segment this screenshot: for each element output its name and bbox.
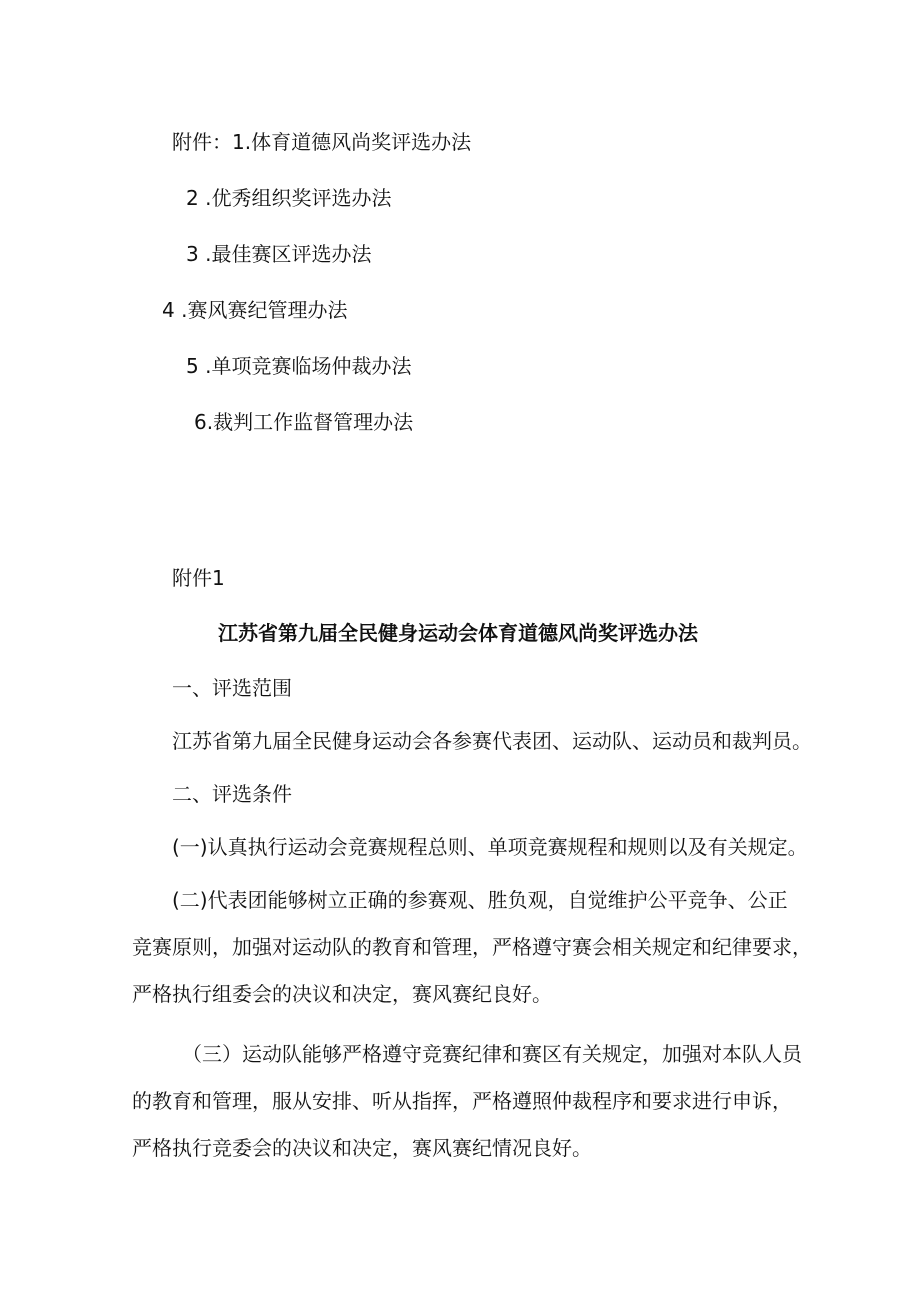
condition-1: (一)认真执行运动会竞赛规程总则、单项竞赛规程和规则以及有关规定。	[172, 835, 808, 859]
condition-3-line-1: （三）运动队能够严格遵守竞赛纪律和赛区有关规定，加强对本队人员	[182, 1042, 802, 1066]
condition-2-line-1: (二)代表团能够树立正确的参赛观、胜负观，自觉维护公平竞争、公正	[172, 888, 788, 912]
condition-3-line-2: 的教育和管理，服从安排、听从指挥，严格遵照仲裁程序和要求进行申诉，	[132, 1089, 792, 1113]
attachment1-label: 附件1	[172, 566, 225, 590]
section1-text: 江苏省第九届全民健身运动会各参赛代表团、运动队、运动员和裁判员。	[172, 729, 812, 753]
attachment-list-item-3: 3 .最佳赛区评选办法	[186, 242, 372, 266]
condition-3-line-3: 严格执行竞委会的决议和决定，赛风赛纪情况良好。	[132, 1136, 592, 1160]
condition-2-line-2: 竞赛原则，加强对运动队的教育和管理，严格遵守赛会相关规定和纪律要求，	[132, 935, 812, 959]
attachment-list-item-4: 4 .赛风赛纪管理办法	[162, 298, 348, 322]
attachment-list-item-6: 6.裁判工作监督管理办法	[194, 410, 414, 434]
attachment-list-intro: 附件：1.体育道德风尚奖评选办法	[172, 130, 472, 154]
section1-heading: 一、评选范围	[172, 676, 292, 700]
attachment-list-item-5: 5 .单项竞赛临场仲裁办法	[186, 354, 412, 378]
section2-heading: 二、评选条件	[172, 782, 292, 806]
attachment-list-item-2: 2 .优秀组织奖评选办法	[186, 186, 392, 210]
condition-2-line-3: 严格执行组委会的决议和决定，赛风赛纪良好。	[132, 982, 552, 1006]
document-title: 江苏省第九届全民健身运动会体育道德风尚奖评选办法	[218, 621, 698, 645]
